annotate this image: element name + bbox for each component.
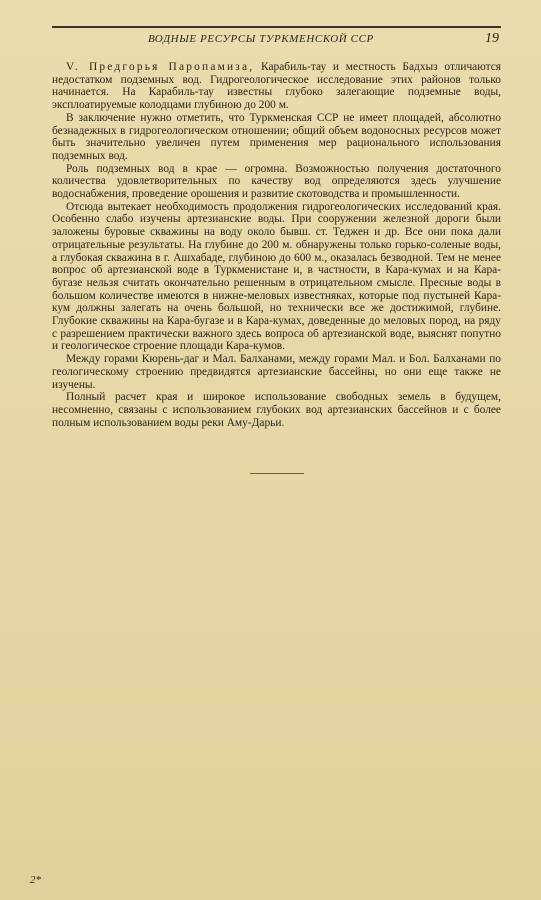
paragraph-6: Полный расчет края и широкое использование свободных земель в будущем, несомненно, связаны с использованием глубоких вод артезианских бассейнов и с более полным использованием воды реки Аму-Дарьи. bbox=[52, 391, 501, 429]
signature-mark: 2* bbox=[30, 874, 41, 886]
paragraph-5: Между горами Кюрень-даг и Мал. Балханами, между горами Мал. и Бол. Балханами по геологическому строению предвидятся артезианские бассейны, но они еще также не изучены. bbox=[52, 353, 501, 391]
paragraph-1-text: Карабиль-тау и местность Бадхыз отличаются недостатком подземных вод. Гидрогеологическое исследование этих районов только начинается. На Карабиль-тау известны глубоко залегающие подземные воды, эксплоатируемые колодцами глубиною до 200 м. bbox=[52, 61, 502, 112]
running-title: ВОДНЫЕ РЕСУРСЫ ТУРКМЕНСКОЙ ССР bbox=[148, 33, 374, 45]
paragraph-3: Роль подземных вод в крае — огромна. Возможностью получения достаточного количества удовлетворительных по качеству вод определяются здесь улучшение водоснабжения, проведение орошения и развитие скотоводства и промышленности. bbox=[52, 162, 501, 201]
paragraph-2: В заключение нужно отметить, что Туркменская ССР не имеет площадей, абсолютно безнадежных в гидрогеологическом отношении; общий объем водоносных ресурсов может быть значительно увеличен путем применения мер рационального использования подземных вод. bbox=[52, 111, 501, 162]
paragraph-1 bbox=[52, 61, 501, 112]
body-text bbox=[52, 61, 501, 429]
header-rule bbox=[52, 26, 501, 28]
section-divider bbox=[250, 473, 304, 474]
section-label: V. Предгорья Паропамиза, bbox=[66, 61, 255, 73]
page-number: 19 bbox=[485, 31, 499, 46]
paragraph-4: Отсюда вытекает необходимость продолжения гидрогеологических исследований края. Особенно слабо изучены артезианские воды. При сооружении железной дороги были заложены буровые скважины на воду около бывш. ст. Теджен и др. Все они пока дали отрицательные результаты. На глубине до 200 м. обнаружены только горько-соленые воды, а глубокая скважина в г. Ашхабаде, глубиною до 600 м., оказалась безводной. Тем не менее вопрос об артезианской воде в Туркменистане и, в частности, в Кара-кумах и на Кара-бугазе нельзя считать окончательно решенным в отрицательном смысле. Пресные воды в большом количестве имеются в нижне-меловых известняках, которые под пустыней Кара-кум должны залегать на очень большой, но технически все же достижимой, глубине. Глубокие скважины на Кара-бугазе и в Кара-кумах, доведенные до меловых пород, на ряду с разрешением практически важного здесь вопроса об артезианской воде, выяснят попутно и геологическое строение площади Кара-кумов. bbox=[52, 200, 501, 353]
running-header bbox=[52, 31, 501, 47]
